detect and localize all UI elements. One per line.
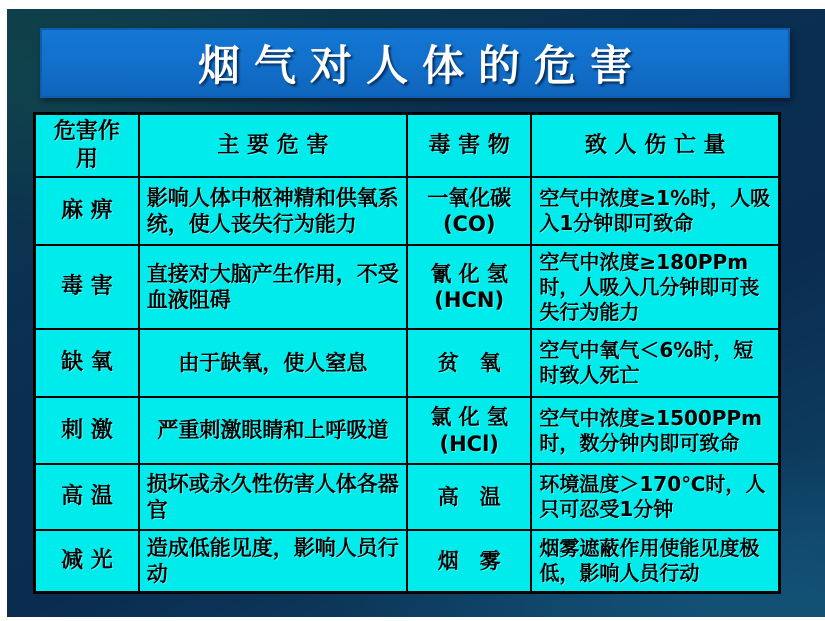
col-header-toxin: 毒 害 物 [407,114,531,178]
toxin-name: 贫 氧 [437,350,501,375]
col-header-effect: 危害作用 [35,114,139,178]
cell-toxin [407,464,531,530]
cell-lethal: 空气中浓度≥1%时，人吸入1分钟即可致命 [531,177,779,245]
cell-effect: 高 温 [35,464,139,530]
cell-lethal: 空气中氧气＜6%时，短时致人死亡 [531,329,779,397]
cell-main-harm: 直接对大脑产生作用，不受血液阻碍 [139,245,407,329]
cell-main-harm: 由于缺氧，使人窒息 [139,329,407,397]
cell-lethal: 空气中浓度≥1500PPm时，数分钟内即可致命 [531,397,779,464]
cell-lethal: 烟雾遮蔽作用使能见度极低，影响人员行动 [531,530,779,593]
hazard-table [33,112,781,594]
cell-toxin [407,397,531,464]
cell-effect: 麻 痹 [35,177,139,245]
cell-main-harm: 损坏或永久性伤害人体各器官 [139,464,407,530]
toxin-name: 氯 化 氢 [430,405,508,430]
cell-main-harm: 严重刺激眼睛和上呼吸道 [139,397,407,464]
cell-effect: 毒 害 [35,245,139,329]
cell-toxin [407,530,531,593]
cell-lethal: 空气中浓度≥180PPm时，人吸入几分钟即可丧失行为能力 [531,245,779,329]
cell-lethal: 环境温度＞170℃时，人只可忍受1分钟 [531,464,779,530]
toxin-formula: (CO) [442,212,496,236]
cell-main-harm: 造成低能见度，影响人员行动 [139,530,407,593]
cell-toxin [407,177,531,245]
table-row [35,530,780,593]
slide [7,9,825,617]
cell-effect: 刺 激 [35,397,139,464]
col-header-lethal: 致 人 伤 亡 量 [531,114,779,178]
toxin-name: 一氧化碳 [427,185,512,210]
cell-effect: 减 光 [35,530,139,593]
table-row [35,464,780,530]
cell-toxin [407,245,531,329]
header-row [35,114,780,178]
toxin-formula: (HCl) [439,431,499,456]
toxin-formula: (HCN) [434,288,505,312]
cell-toxin [407,329,531,397]
toxin-name: 烟 雾 [437,548,501,573]
table-row [35,397,780,464]
col-header-main-harm: 主 要 危 害 [139,114,407,178]
table-row [35,329,780,397]
cell-effect: 缺 氧 [35,329,139,397]
toxin-name: 氰 化 氢 [430,261,508,286]
table-row [35,245,780,329]
table-row [35,177,780,245]
toxin-name: 高 温 [437,484,501,509]
page-title: 烟气对人体的危害 [197,41,646,90]
cell-main-harm: 影响人体中枢神精和供氧系统，使人丧失行为能力 [139,177,407,245]
title-banner [40,28,790,98]
